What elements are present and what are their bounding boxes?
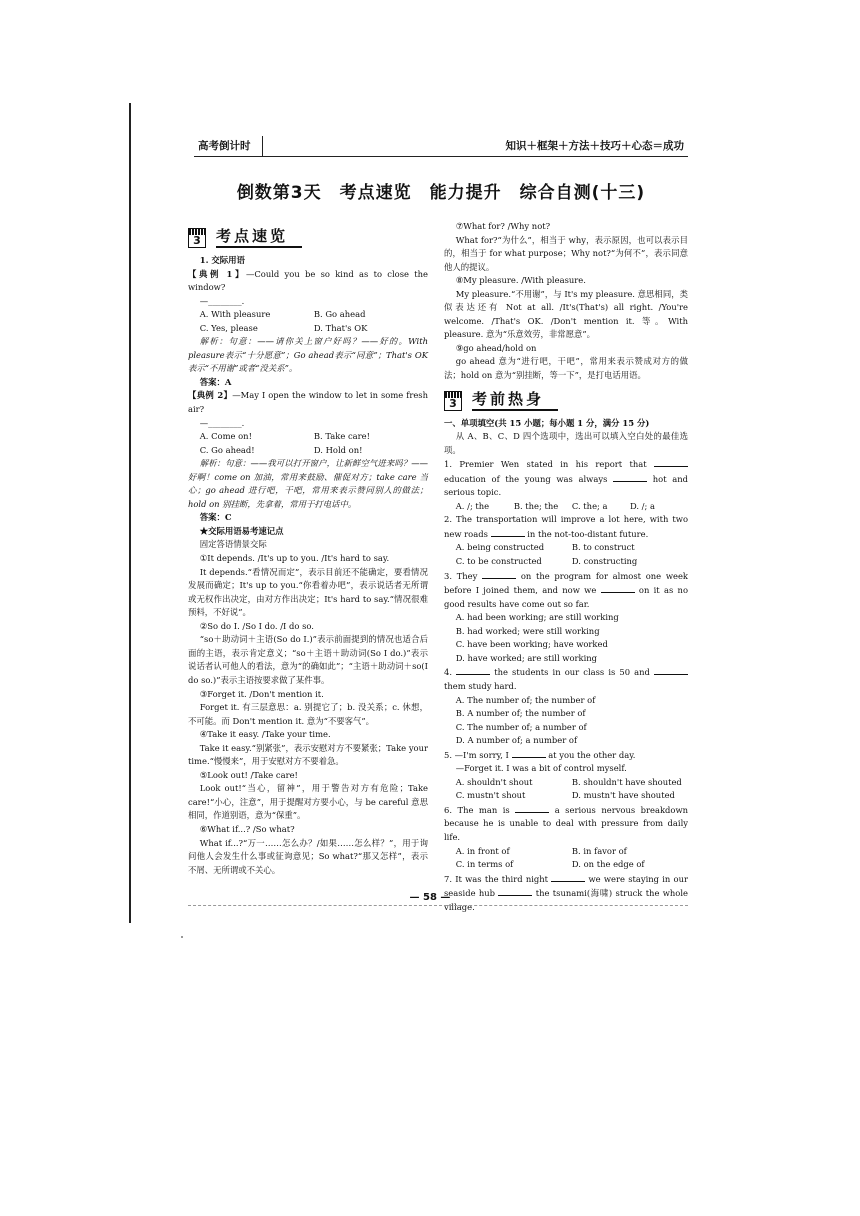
calendar-icon: 3 — [444, 391, 462, 411]
option: C. Yes, please — [199, 322, 258, 333]
section-heading-kaoqian — [444, 385, 688, 411]
right-column — [444, 220, 688, 914]
option: A. With pleasure — [199, 309, 271, 320]
part-title: 一、单项填空(共 15 小题；每小题 1 分，满分 15 分) — [444, 417, 650, 428]
option: B. had worked; were still working — [455, 625, 600, 636]
answer-blank — [515, 803, 549, 813]
item-heading: ⑤Look out! /Take care! — [199, 769, 298, 780]
answer-blank — [654, 457, 688, 467]
question-5: 5. —I'm sorry, I at you the other day. — [444, 749, 636, 760]
page-number: — 58 — — [409, 892, 451, 903]
page-left-edge — [129, 103, 131, 923]
option: B. shouldn't have shouted — [571, 776, 682, 787]
answer-blank — [654, 665, 688, 675]
option: A. in front of — [455, 845, 510, 856]
question-2: 2. The transportation will improve a lot here, with two new roads in the not-too-distant future. — [444, 514, 688, 539]
question-1: 1. Premier Wen stated in his report that education of the young was always hot and serious topic. — [444, 459, 688, 498]
running-header — [194, 138, 686, 156]
left-column — [188, 220, 428, 877]
option: C. The number of; a number of — [455, 721, 587, 732]
option: B. in favor of — [571, 845, 627, 856]
option: D. That's OK — [313, 322, 368, 333]
option: B. the; the — [513, 500, 559, 511]
example-2-question: 【典例 2】—May I open the window to let in some fresh air? — [188, 390, 428, 415]
item-heading: ④Take it easy. /Take your time. — [199, 729, 331, 740]
option: D. mustn't have shouted — [571, 790, 675, 801]
header-rule — [194, 156, 688, 157]
option: B. A number of; the number of — [455, 708, 586, 719]
option: B. Go ahead — [313, 309, 366, 320]
item-body: What if...?“万一……怎么办？/如果……怎么样？”，用于询问他人会发生什么事或征询意见；So what?“那又怎样”，表示不屑、无所谓或不关心。 — [188, 837, 428, 875]
item-body: go ahead 意为“进行吧，干吧”，常用来表示赞成对方的做法；hold on 意为“别挂断，等一下”，是打电话用语。 — [444, 356, 688, 381]
question-2-options — [444, 541, 688, 568]
example-2-options — [188, 430, 428, 457]
item-heading: ③Forget it. /Don't mention it. — [199, 688, 324, 699]
item-body: “so＋助动词＋主语(So do I.)”表示前面提到的情况也适合后面的主语，表示肯定意义；“so＋主语＋助动词(So I do.)”表示说话者认可他人的看法，意为“的确如此”；“主语＋助动词＋so(I do so.)”表示主语按要求做了某件事。 — [188, 634, 428, 685]
option: A. The number of; the number of — [455, 694, 596, 705]
option: D. A number of; a number of — [455, 735, 578, 746]
answer-blank — [613, 472, 647, 482]
item-body: Look out!“当心，留神”，用于警告对方有危险；Take care!“小心，注意”，用于提醒对方要小心，与 be careful 意思相同，作道别语，意为“保重”。 — [188, 783, 428, 821]
option: A. Come on! — [199, 431, 252, 442]
answer-blank — [482, 569, 516, 579]
option: D. Hold on! — [313, 444, 363, 455]
question-1-options — [444, 500, 688, 514]
example-1-analysis: 解析：句意：——请你关上窗户好吗？——好的。With pleasure表示“十分愿意”；Go ahead表示“同意”；That's OK表示“不用谢”或者“没关系”。 — [188, 336, 428, 374]
item-heading: ⑨go ahead/hold on — [455, 342, 537, 353]
option: B. to construct — [571, 542, 635, 553]
example-2-analysis: 解析：句意：——我可以打开窗户，让新鲜空气进来吗？——好啊！come on 加油，常用来鼓励、催促对方；take care 当心；go ahead 进行吧，干吧，常用来表示赞同别人的做法；hold on 别挂断，先拿着，常用于打电话中。 — [188, 458, 428, 509]
question-4: 4. the students in our class is 50 and them study hard. — [444, 665, 688, 693]
question-6-options — [444, 845, 688, 872]
section-title: 考前热身 — [472, 390, 558, 411]
memo-subtitle: 固定答语情景交际 — [199, 539, 267, 550]
header-divider — [262, 136, 263, 156]
question-3: 3. They on the program for almost one week before I joined them, and now we on it as no good results have come out so far. — [444, 570, 688, 609]
answer-blank — [551, 872, 585, 882]
answer-blank — [456, 665, 490, 675]
page-title: 倒数第3天 考点速览 能力提升 综合自测(十三) — [236, 183, 646, 203]
option: A. shouldn't shout — [455, 776, 533, 787]
scan-speck — [181, 936, 183, 938]
answer-blank — [491, 527, 525, 537]
answer-blank — [512, 748, 546, 758]
option: C. in terms of — [455, 859, 514, 870]
question-5-reply: —Forget it. I was a bit of control myself. — [455, 763, 627, 774]
example-1-answer: 答案：A — [199, 376, 232, 387]
answer-blank — [601, 583, 635, 593]
option: D. constructing — [571, 556, 638, 567]
option: A. had been working; are still working — [455, 612, 619, 623]
item-body: Take it easy.“别紧张”，表示安慰对方不要紧张；Take your time.“慢慢来”，用于安慰对方不要着急。 — [188, 742, 428, 767]
item-body: Forget it. 有三层意思：a. 别提它了；b. 没关系；c. 休想，不可能。而 Don't mention it. 意为“不要客气”。 — [188, 702, 428, 726]
memo-title: ★交际用语易考速记点 — [199, 525, 284, 536]
option: A. being constructed — [455, 542, 545, 553]
example-2-reply: —________. — [199, 417, 245, 428]
example-1-question: 【典例 1】—Could you be so kind as to close the window? — [188, 268, 428, 293]
part-instructions: 从 A、B、C、D 四个选项中，选出可以填入空白处的最佳选项。 — [444, 431, 688, 455]
topic-heading: 1. 交际用语 — [199, 255, 245, 265]
option: C. mustn't shout — [455, 790, 526, 801]
header-left: 高考倒计时 — [198, 140, 251, 152]
example-1-options — [188, 308, 428, 335]
option: A. /; the — [455, 500, 490, 511]
header-right: 知识＋框架＋方法＋技巧＋心态＝成功 — [505, 140, 684, 152]
question-6: 6. The man is a serious nervous breakdown because he is unable to deal with pressure from daily life. — [444, 804, 689, 842]
section-title: 考点速览 — [216, 227, 302, 248]
option: D. have worked; are still working — [455, 652, 598, 663]
option: C. Go ahead! — [199, 444, 255, 455]
calendar-icon: 3 — [188, 228, 206, 248]
example-2-answer: 答案：C — [199, 512, 232, 523]
question-7: 7. It was the third night we were staying in our seaside hub the tsunami(海啸) struck the whole village. — [444, 873, 688, 912]
item-body: My pleasure.“不用谢”，与 It's my pleasure. 意思相同，类似表达还有 Not at all. /It's(That's) all right. /You're welcome. /That's OK. /Don't mention it. 等。With pleasure. 意为“乐意效劳，非常愿意”。 — [444, 288, 688, 340]
item-heading: ⑧My pleasure. /With pleasure. — [455, 275, 586, 286]
option: D. /; a — [629, 500, 655, 511]
option: C. the; a — [571, 500, 608, 511]
item-heading: ⑥What if...? /So what? — [199, 823, 295, 834]
item-heading: ②So do I. /So I do. /I do so. — [199, 620, 314, 631]
footer-rule — [188, 905, 688, 906]
example-1-reply: —________. — [199, 295, 245, 306]
item-body: What for?“为什么”，相当于 why，表示原因，也可以表示目的，相当于 for what purpose；Why not?“为何不”，表示同意他人的提议。 — [444, 234, 688, 272]
item-heading: ①It depends. /It's up to you. /It's hard to say. — [199, 553, 390, 564]
section-heading-kaodian — [188, 222, 428, 248]
option: B. Take care! — [313, 431, 370, 442]
item-body: It depends.“看情况而定”，表示目前还不能确定，要看情况发展而确定；It's up to you.“你看着办吧”，表示说话者无所谓或无权作出决定，由对方作出决定；It's hard to say.“情况很难预料，不好说”。 — [188, 566, 428, 618]
item-heading: ⑦What for? /Why not? — [455, 221, 551, 231]
option: D. on the edge of — [571, 859, 645, 870]
option: C. have been working; have worked — [455, 639, 608, 650]
option: C. to be constructed — [455, 556, 542, 567]
question-5-options — [444, 776, 688, 803]
